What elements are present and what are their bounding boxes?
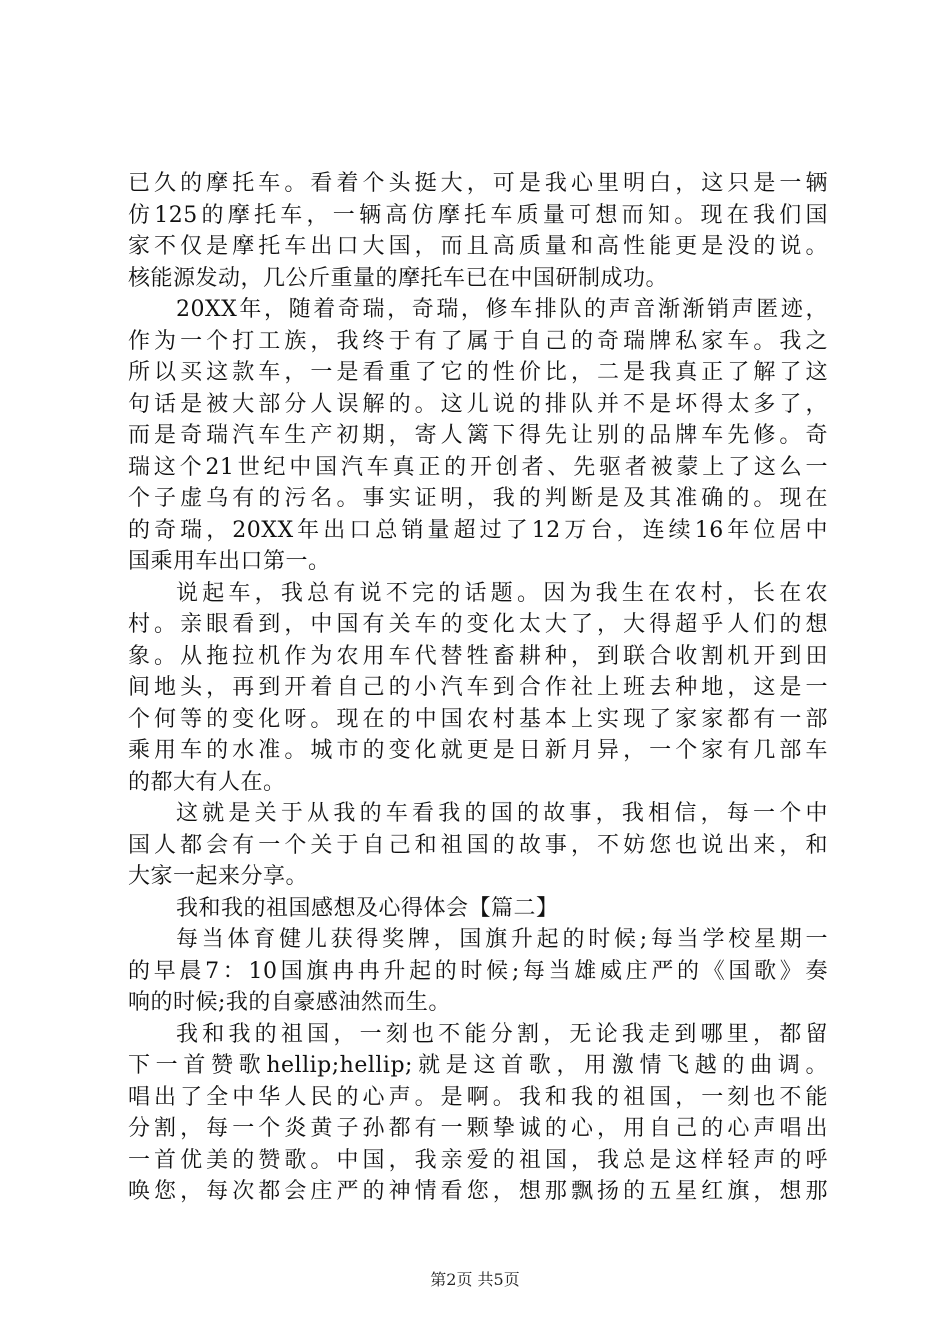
text-line: 核能源发动，几公斤重量的摩托车已在中国研制成功。 <box>128 265 669 291</box>
text-line: 的奇瑞，20XX年出口总销量超过了12万台，连续16年位居中 <box>128 517 828 543</box>
text-line: 的都大有人在。 <box>128 769 286 795</box>
text-line: 这就是关于从我的车看我的国的故事，我相信，每一个中 <box>176 801 828 826</box>
text-line: 家不仅是摩托车出口大国，而且高质量和高性能更是没的说。 <box>128 234 828 259</box>
document-body <box>128 168 828 1208</box>
text-line: 唱出了全中华人民的心声。是啊。我和我的祖国，一刻也不能 <box>128 1084 828 1110</box>
text-line: 说起车，我总有说不完的话题。因为我生在农村，长在农 <box>176 580 828 606</box>
text-line: 下一首赞歌hellip;hellip;就是这首歌，用激情飞越的曲调。 <box>128 1053 828 1078</box>
text-line: 乘用车的水准。城市的变化就更是日新月异，一个家有几部车 <box>128 738 828 763</box>
text-line: 国人都会有一个关于自己和祖国的故事，不妨您也说出来，和 <box>128 832 828 858</box>
text-line: 20XX年，随着奇瑞，奇瑞，修车排队的声音渐渐销声匿迹， <box>176 297 828 322</box>
text-line: 一首优美的赞歌。中国，我亲爱的祖国，我总是这样轻声的呼 <box>128 1147 828 1173</box>
text-line: 个何等的变化呀。现在的中国农村基本上实现了家家都有一部 <box>128 706 828 732</box>
text-line: 唤您，每次都会庄严的神情看您，想那飘扬的五星红旗，想那 <box>128 1179 828 1204</box>
section-heading: 我和我的祖国感想及心得体会【篇二】 <box>176 895 559 921</box>
text-line: 响的时候;我的自豪感油然而生。 <box>128 990 451 1015</box>
text-line: 仿125的摩托车，一辆高仿摩托车质量可想而知。现在我们国 <box>128 202 828 228</box>
text-line: 个子虚乌有的污名。事实证明，我的判断是及其准确的。现在 <box>128 486 828 511</box>
text-line: 瑞这个21世纪中国汽车真正的开创者、先驱者被蒙上了这么一 <box>128 454 828 480</box>
text-line: 大家一起来分享。 <box>128 864 309 889</box>
text-line: 的早晨7：10国旗冉冉升起的时候;每当雄威庄严的《国歌》奏 <box>128 958 828 984</box>
text-line: 我和我的祖国，一刻也不能分割，无论我走到哪里，都留 <box>176 1021 828 1047</box>
text-line: 每当体育健儿获得奖牌，国旗升起的时候;每当学校星期一 <box>176 927 828 952</box>
text-line: 已久的摩托车。看着个头挺大，可是我心里明白，这只是一辆 <box>128 171 828 196</box>
text-line: 作为一个打工族，我终于有了属于自己的奇瑞牌私家车。我之 <box>128 328 828 354</box>
text-line: 而是奇瑞汽车生产初期，寄人篱下得先让别的品牌车先修。奇 <box>128 423 828 448</box>
text-line: 国乘用车出口第一。 <box>128 549 331 574</box>
text-line: 间地头，再到开着自己的小汽车到合作社上班去种地，这是一 <box>128 675 828 700</box>
text-line: 所以买这款车，一是看重了它的性价比，二是我真正了解了这 <box>128 360 828 385</box>
text-line: 象。从拖拉机作为农用车代替牲畜耕种，到联合收割机开到田 <box>128 643 828 669</box>
page-footer: 第2页 共5页 <box>430 1270 520 1289</box>
text-line: 句话是被大部分人误解的。这儿说的排队并不是坏得太多了， <box>128 391 828 417</box>
text-line: 村。亲眼看到，中国有关车的变化太大了，大得超乎人们的想 <box>128 612 828 637</box>
text-line: 分割，每一个炎黄子孙都有一颗挚诚的心，用自己的心声唱出 <box>128 1116 828 1141</box>
